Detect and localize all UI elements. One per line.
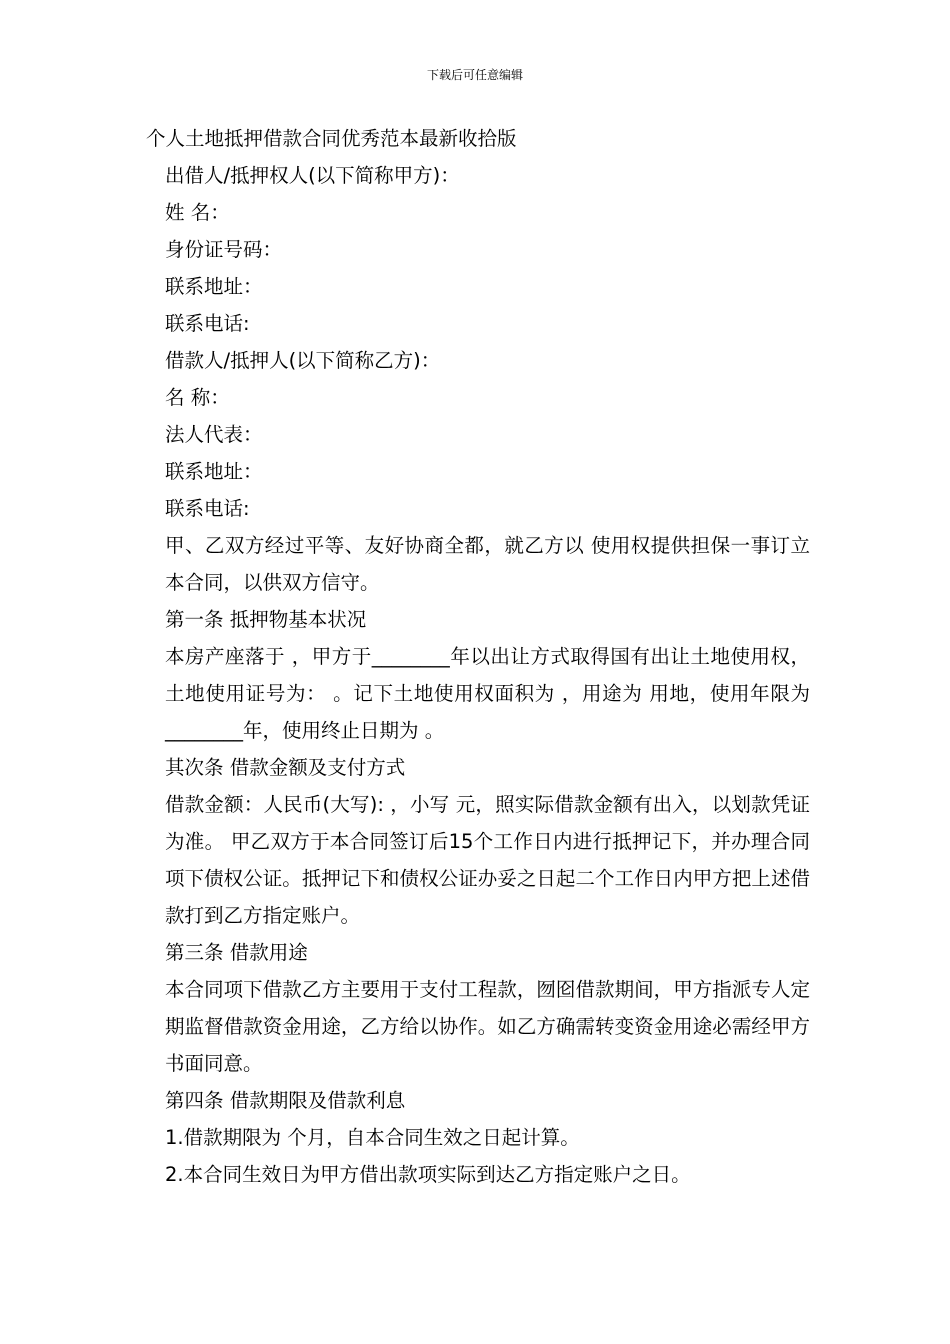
lender-phone-field: 联系电话:	[165, 312, 250, 335]
document-title: 个人土地抵押借款合同优秀范本最新收拾版	[146, 127, 517, 150]
borrower-legal-rep-field: 法人代表：	[165, 423, 263, 446]
article-2-text: 借款金额：人民币(大写): ，小写 元，照实际借款金额有出入，以划款凭证为准。 甲乙双方于本合同签订后15个工作日内进行抵押记下，并办理合同项下债权公证。抵押记下和债权公证办妥之日起二个工作日内甲方把上述借款打到乙方指定账户。	[165, 793, 810, 927]
article-3-text: 本合同项下借款乙方主要用于支付工程款，囫囵借款期间，甲方指派专人定期监督借款资金用途，乙方给以协作。如乙方确需转变资金用途必需经甲方书面同意。	[165, 978, 810, 1075]
article-4-item: 2.本合同生效日为甲方借出款项实际到达乙方指定账户之日。	[165, 1163, 691, 1186]
article-1-title: 第一条 抵押物基本状况	[165, 608, 367, 631]
borrower-address-field: 联系地址：	[165, 460, 263, 483]
document-body	[146, 120, 810, 1193]
article-4-item: 1.借款期限为 个月，自本合同生效之日起计算。	[165, 1126, 580, 1149]
article-3-title: 第三条 借款用途	[165, 941, 308, 964]
lender-address-field: 联系地址：	[165, 275, 263, 298]
lender-id-field: 身份证号码：	[165, 238, 283, 261]
article-4-title: 第四条 借款期限及借款利息	[165, 1089, 406, 1112]
article-1-text: 本房产座落于 ，甲方于________年以出让方式取得国有出让土地使用权，土地使用证号为： 。记下土地使用权面积为 ，用途为 用地，使用年限为________年，使用终止日期为 。	[165, 645, 810, 742]
page-header-note: 下载后可任意编辑	[426, 68, 523, 82]
intro-paragraph: 甲、乙双方经过平等、友好协商全都，就乙方以 使用权提供担保一事订立本合同，以供双方信守。	[165, 534, 810, 594]
borrower-name-field: 名 称：	[165, 386, 230, 409]
borrower-heading: 借款人/抵押人(以下简称乙方)：	[165, 349, 441, 372]
lender-name-field: 姓 名：	[165, 201, 230, 224]
lender-heading: 出借人/抵押权人(以下简称甲方)：	[165, 164, 460, 187]
article-2-title: 其次条 借款金额及支付方式	[165, 756, 406, 779]
borrower-phone-field: 联系电话:	[165, 497, 250, 520]
